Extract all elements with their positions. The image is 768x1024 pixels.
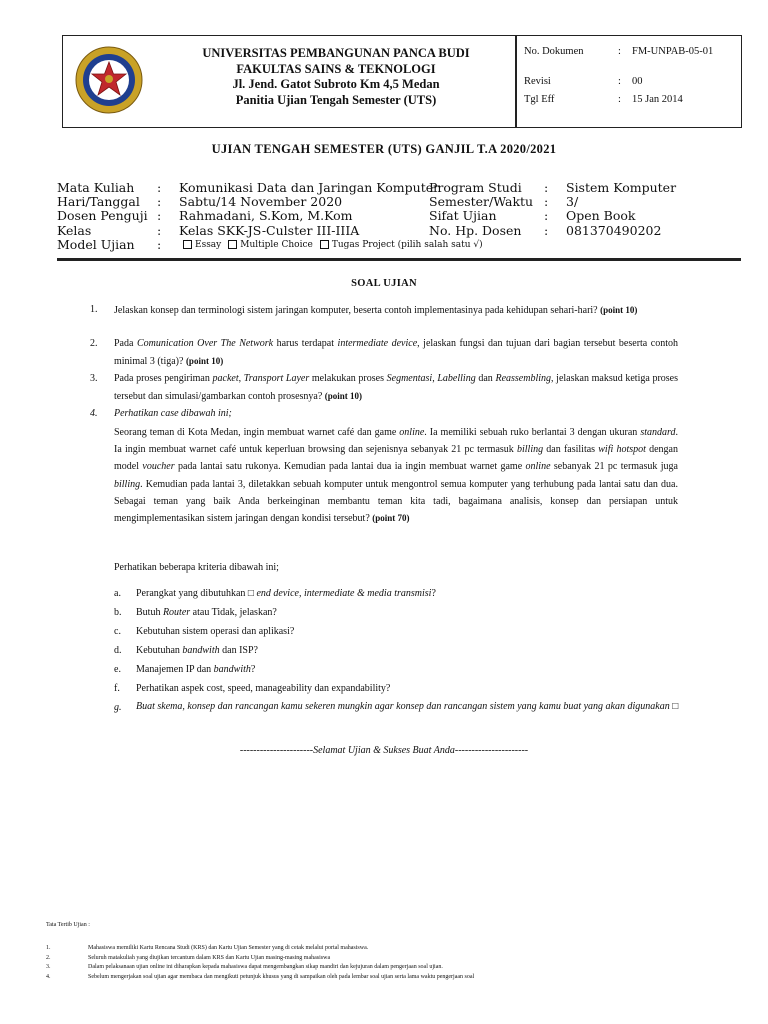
case-text: billing — [114, 478, 141, 490]
colon: : — [618, 76, 621, 87]
divider-line — [57, 258, 741, 261]
question-text: Comunication Over The Network — [136, 338, 274, 349]
colon: : — [544, 194, 549, 210]
checkbox-icon[interactable] — [320, 240, 329, 249]
question-3 — [90, 371, 678, 405]
question-number: 3. — [90, 373, 98, 384]
case-text: voucher — [142, 461, 175, 473]
criteria-text: Kebutuhan — [136, 645, 183, 656]
criteria-text: atau Tidak, jelaskan? — [190, 607, 277, 618]
colon: : — [157, 194, 162, 210]
rule-text: Seluruh matakuliah yang diujikan tercantum dalam KRS dan Kartu Ujian masing-masing mahasiswa — [88, 954, 331, 961]
info-value: Sabtu/14 November 2020 — [179, 194, 343, 210]
case-text: online — [399, 427, 425, 438]
question-point: (point 10) — [600, 305, 638, 315]
question-2 — [90, 336, 678, 370]
rules-list — [46, 944, 474, 982]
soal-title: SOAL UJIAN — [351, 278, 417, 289]
criteria-letter: d. — [114, 645, 122, 656]
list-item — [114, 660, 696, 679]
criteria-letter: a. — [114, 588, 121, 599]
info-label: Sifat Ujian — [429, 208, 497, 224]
list-item — [46, 973, 474, 983]
criteria-letter: g. — [114, 702, 122, 713]
question-text: , jelaskan maksud ketiga proses tersebut dan simulasi/gambarkan contoh prosesnya? — [114, 373, 679, 402]
info-value: Rahmadani, S.Kom, M.Kom — [179, 208, 353, 224]
list-item — [46, 963, 474, 973]
criteria-text: Router — [162, 607, 191, 618]
doc-value: 15 Jan 2014 — [632, 94, 683, 105]
criteria-text: Kebutuhan sistem operasi dan aplikasi? — [136, 626, 295, 637]
doc-row — [524, 44, 737, 74]
question-number: 4. — [90, 408, 98, 419]
info-row — [57, 209, 706, 223]
info-label: Mata Kuliah — [57, 180, 135, 195]
criteria-text: Perangkat yang dibutuhkan □ — [136, 588, 257, 599]
question-text: Reassembling — [495, 373, 552, 384]
rule-text: Mahasiswa memiliki Kartu Rencana Studi (KRS) dan Kartu Ujian Semester yang di cetak melalui portal mahasiswa. — [88, 945, 369, 951]
criteria-text: Butuh — [136, 607, 163, 618]
info-value: 3/ — [566, 194, 579, 210]
doc-value: 00 — [632, 76, 643, 87]
rule-text: Sebelum mengerjakan soal ujian agar membaca dan mengikuti petunjuk khusus yang di sampaikan oleh pada lembar soal ujian serta lama waktu pengerjaan soal — [88, 973, 475, 980]
question-text: melakukan proses — [309, 373, 387, 384]
question-text: , jelaskan fungsi dan tujuan dari bagian tersebut beserta contoh minimal 3 (tiga)? — [114, 338, 678, 367]
colon: : — [157, 208, 162, 224]
colon: : — [618, 46, 621, 57]
criteria-text: bandwith — [213, 664, 251, 675]
colon: : — [544, 208, 549, 224]
case-text: billing — [516, 444, 544, 456]
case-text: pada lantai satu rukonya. Kemudian pada lantai dua ia ingin membuat warnet game — [174, 461, 526, 473]
colon: : — [157, 236, 162, 252]
checkbox-icon[interactable] — [183, 240, 192, 249]
case-point: (point 70) — [372, 513, 410, 524]
doc-label: No. Dokumen — [524, 46, 584, 57]
address: Jl. Jend. Gatot Subroto Km 4,5 Medan — [232, 77, 440, 91]
university-name: UNIVERSITAS PEMBANGUNAN PANCA BUDI — [202, 46, 470, 60]
case-text: wifi hotspot — [598, 444, 646, 456]
info-label: Program Studi — [429, 180, 522, 195]
colon: : — [618, 94, 621, 105]
case-text: sebanyak 21 pc termasuk juga — [550, 461, 678, 473]
info-value: Open Book — [566, 208, 636, 224]
option-essay: Essay — [195, 239, 222, 250]
case-text: online — [525, 461, 551, 473]
question-point: (point 10) — [324, 390, 363, 401]
case-text: Seorang teman di Kota Medan, ingin membuat warnet café dan game — [114, 427, 400, 438]
question-text: , — [432, 373, 438, 384]
rule-number: 4. — [46, 973, 51, 980]
criteria-text: bandwith — [182, 645, 220, 656]
question-text: Transport Layer — [243, 373, 310, 384]
list-item — [114, 622, 696, 641]
criteria-text: ? — [431, 588, 436, 599]
criteria-text: dan ISP? — [219, 645, 258, 656]
checkbox-icon[interactable] — [228, 240, 237, 249]
list-item — [46, 954, 474, 964]
question-4 — [90, 406, 678, 423]
criteria-letter: f. — [114, 683, 120, 694]
colon: : — [157, 222, 162, 238]
criteria-text: Buat skema, konsep dan rancangan kamu sekeren mungkin agar konsep dan rancangan sistem yang kamu buat yang akan digunakan □ — [136, 701, 679, 712]
question-text: Perhatikan case dibawah ini; — [114, 408, 232, 419]
rule-number: 3. — [46, 964, 51, 970]
list-item — [114, 584, 696, 603]
info-value: 081370490202 — [566, 222, 662, 238]
case-paragraph — [114, 424, 678, 527]
info-value: Sistem Komputer — [566, 180, 677, 195]
case-text: standard — [640, 427, 676, 438]
question-text: Labelling — [437, 373, 476, 384]
info-row — [57, 224, 706, 238]
criteria-letter: b. — [114, 607, 122, 618]
criteria-letter: c. — [114, 626, 121, 637]
info-label: No. Hp. Dosen — [429, 222, 522, 238]
case-text: . Ia ingin membuat warnet café untuk keperluan browsing dan sejenisnya sebanyak 21 pc termasuk — [114, 427, 679, 456]
criteria-letter: e. — [114, 664, 121, 675]
colon: : — [157, 180, 162, 195]
question-text: , — [238, 373, 244, 384]
info-label: Dosen Penguji — [57, 208, 148, 224]
list-item — [114, 603, 696, 622]
institution-block — [160, 46, 512, 108]
question-text: dan — [475, 373, 496, 384]
question-text: Pada proses pengiriman — [114, 373, 213, 384]
rule-text: Dalam pelaksanaan ujian online ini diharapkan kepada mahasiswa dapat mengembangkan sikap mandiri dan kejujuran dalam pengerjaan soal ujian. — [88, 964, 443, 970]
case-text: . Ia memiliki sebuah ruko berlantai 3 dengan ukuran — [424, 427, 641, 438]
criteria-list — [114, 584, 696, 717]
rule-number: 2. — [46, 954, 51, 961]
criteria-text: Manajemen IP dan — [136, 664, 214, 675]
info-label: Semester/Waktu — [429, 194, 534, 210]
rule-number: 1. — [46, 945, 51, 951]
doc-info — [524, 44, 737, 107]
list-item — [114, 698, 696, 717]
colon: : — [544, 222, 549, 238]
colon: : — [544, 180, 549, 195]
faculty-name: FAKULTAS SAINS & TEKNOLOGI — [236, 61, 436, 76]
option-multiple-choice: Multiple Choice — [240, 239, 313, 250]
info-row — [57, 181, 706, 195]
doc-label: Tgl Eff — [524, 94, 555, 105]
committee: Panitia Ujian Tengah Semester (UTS) — [235, 92, 437, 107]
question-text: Pada — [114, 338, 137, 349]
exam-title: UJIAN TENGAH SEMESTER (UTS) GANJIL T.A 2020/2021 — [211, 142, 557, 156]
question-text: harus terdapat — [273, 338, 338, 349]
info-value: Komunikasi Data dan Jaringan Komputer — [179, 180, 440, 195]
criteria-text: ? — [250, 664, 256, 675]
list-item — [114, 641, 696, 660]
list-item — [114, 679, 696, 698]
exam-info — [57, 181, 706, 252]
info-label: Model Ujian — [57, 236, 135, 252]
info-label: Hari/Tanggal — [57, 194, 140, 210]
doc-label: Revisi — [524, 76, 551, 87]
question-text: intermediate device — [337, 338, 418, 349]
info-row — [57, 195, 706, 209]
rules-title: Tata Tertib Ujian : — [46, 922, 90, 928]
case-text: dengan model — [114, 444, 678, 473]
question-text: Jelaskan konsep dan terminologi sistem jaringan komputer, beserta contoh implementasinya pada kehidupan sehari-hari? — [114, 305, 598, 316]
criteria-intro: Perhatikan beberapa kriteria dibawah ini; — [114, 562, 279, 573]
info-value: Kelas SKK-JS-Culster III-IIIA — [179, 222, 360, 238]
question-1 — [90, 302, 678, 320]
model-options — [179, 238, 483, 252]
question-point: (point 10) — [185, 355, 224, 366]
info-label: Kelas — [57, 222, 92, 238]
closing-line: ----------------------Selamat Ujian & Sukses Buat Anda---------------------- — [239, 745, 529, 756]
question-number: 1. — [90, 304, 98, 315]
criteria-text: Perhatikan aspek cost, speed, manageability dan expandability? — [136, 683, 391, 694]
case-text: . Kemudian pada lantai 3, diletakkan sebuah komputer untuk mengontrol semua komputer yang terhubung pada lantai satu dan dua. Sebagai teman yang baik Anda berkeinginan membantu teman kita tadi, bagaimana analisis, konsep dan persiapan untuk mengimplementasikan sistem jaringan dengan kondisi tersebut? — [114, 478, 678, 525]
criteria-text: end device, intermediate & media transmisi — [256, 588, 432, 599]
university-logo-icon — [74, 45, 144, 115]
option-tugas-project: Tugas Project (pilih salah satu √) — [331, 239, 483, 250]
doc-value: FM-UNPAB-05-01 — [632, 46, 714, 57]
header-divider — [515, 35, 517, 128]
doc-row — [524, 92, 737, 107]
info-row — [57, 238, 706, 252]
question-number: 2. — [90, 338, 98, 349]
doc-row — [524, 74, 737, 89]
question-text: packet — [212, 373, 239, 384]
list-item — [46, 944, 474, 954]
case-text: dan fasilitas — [543, 444, 599, 456]
question-text: Segmentasi — [386, 373, 433, 384]
